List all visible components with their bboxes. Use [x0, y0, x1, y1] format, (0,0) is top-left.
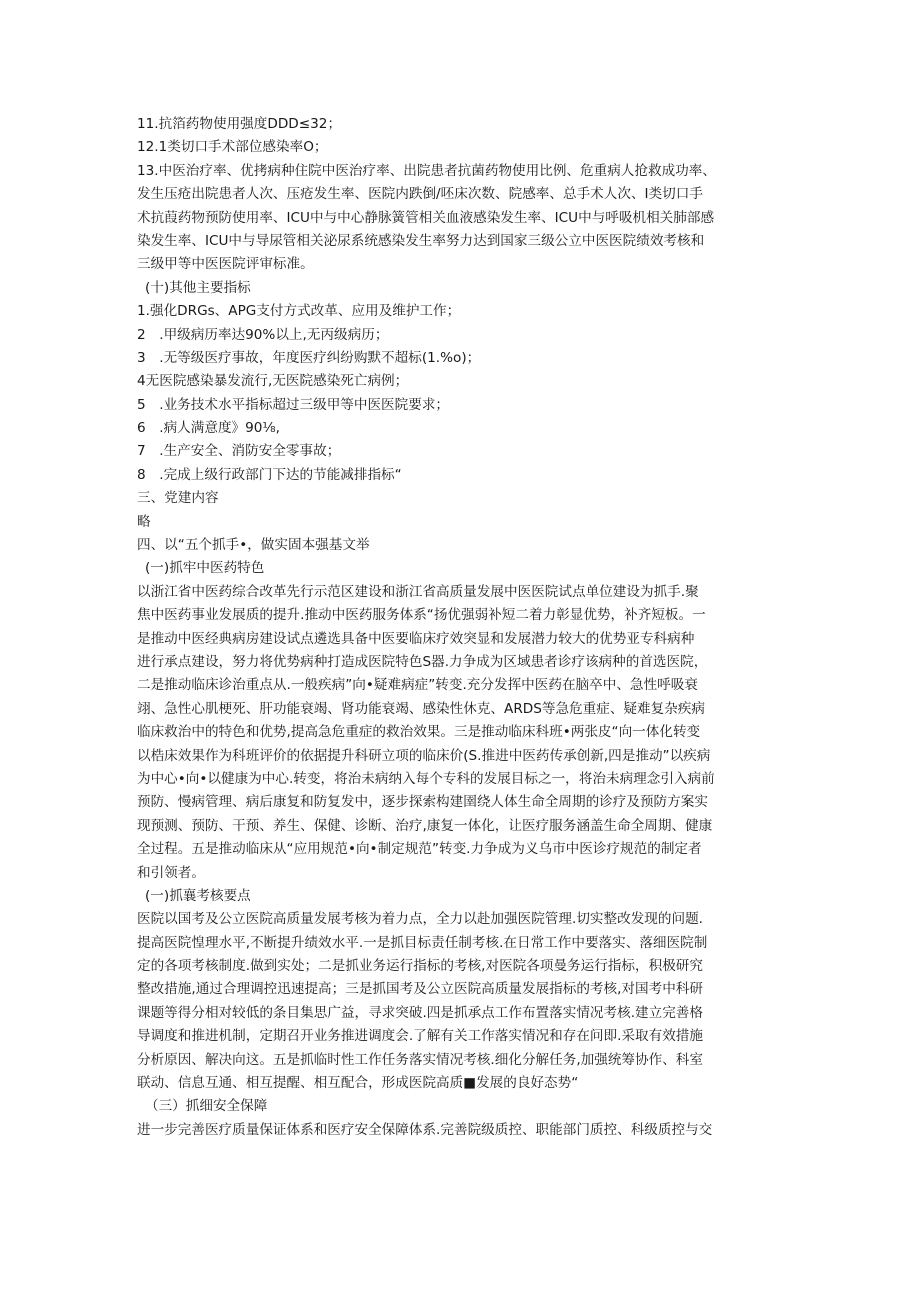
text-line: 进一步完善医疗质量保证体系和医疗安全保障体系.完善院级质控、职能部门质控、科级质控与交 [137, 1121, 713, 1138]
text-line: 三、党建内容 [137, 490, 219, 507]
text-line: 临床救治中的特色和优势,提高急危重症的救治效果。三是推动临床科班•两张皮“向一体化转变 [137, 724, 701, 741]
text-line: 联动、信息互通、相互提醒、相互配合，形成医院高质■发展的良好态势“ [137, 1075, 579, 1092]
text-line: 4无医院感染暴发流行,无医院感染死亡病例； [137, 373, 409, 390]
text-line: 以梏床效果作为科班评价的依据提升科研立项的临床价(S.推进中医药传承创新,四是推动”以疾病 [137, 747, 711, 764]
text-line: 预防、慢病管理、病后康复和防复发中，逐步探索构建圉绕人体生命全周期的诊疗及预防方案实 [137, 794, 708, 811]
text-line: 为中心•向•以健康为中心.转变，将治未病纳入每个专科的发展目标之一，将治未病理念引入病前 [137, 770, 715, 787]
text-line: 发生压疮出院患者人次、压疮发生率、医院内跌倒/呸床次数、院感率、总手术人次、I类切口手 [137, 186, 703, 203]
text-line: 5 .业务技术水平指标超过三级甲等中医医院要求； [137, 396, 450, 413]
text-line: 提高医院惶理水平,不断提升绩效水平.一是抓目标责任制考核.在日常工作中要落实、落细医院制 [137, 934, 708, 951]
text-line: 2 .甲级病历率达90%以上,无丙级病历； [137, 326, 389, 343]
text-line: 11.抗箔药物使用强度DDD≤32； [137, 116, 342, 132]
text-line: 6 .病人满意度》90⅛, [137, 420, 280, 437]
text-line: 染发生率、ICU中与导尿管相关泌尿系统感染发生率努力达到国家三级公立中医医院绩效考核和 [137, 232, 705, 249]
text-line: 7 .生产安全、消防安全零事故； [137, 443, 341, 460]
section-heading: (一)抓襄考核要点 [145, 887, 251, 904]
text-line: 课题等得分相对较低的条目集思广益，寻求突破.四是抓承点工作布置落实情况考核.建立完善格 [137, 1004, 703, 1021]
text-line: 定的各项考核制度.做到实处；二是抓业务运行指标的考核,对医院各项曼务运行指标，积极研究 [137, 958, 703, 975]
text-line: 医院以国考及公立医院高质量发展考核为着力点，全力以赴加强医院管理.切实整改发现的问题. [137, 911, 703, 928]
document-body [137, 113, 785, 1142]
text-line: 8 .完成上级行政部门下达的节能减排指标“ [137, 466, 402, 483]
text-line: 现预测、预防、干预、养生、保健、诊断、治疗,康复一体化，让医疗服务涵盖生命全周期、健康 [137, 817, 713, 834]
text-line: 进行承点建设，努力将优势病种打造成医院特色S器.力争成为区域患者诊疗该病种的首选医院， [137, 653, 708, 670]
text-line: 以浙江省中医药综合改革先行示范区建设和浙江省高质量发展中医医院试点单位建设为抓手.聚 [137, 583, 699, 600]
section-heading: (一)抓牢中医药特色 [145, 560, 265, 577]
text-line: 1.强化DRGs、APG支付方式改革、应用及维护工作； [137, 303, 461, 320]
text-line: 翊、急性心肌梗死、肝功能衰竭、肾功能衰竭、感染性休克、ARDS等急危重症、疑难复杂疾病 [137, 700, 705, 717]
section-heading: （三）抓细安全保障 [145, 1098, 268, 1115]
text-line: 略 [137, 513, 151, 530]
text-line: 整改措施,通过合理调控迅速提高；三是抓国考及公立医院高质量发展指标的考核,对国考中科研 [137, 981, 703, 998]
text-line: 3 .无等级医疗事故，年度医疗纠纷购默不超标(1.%o)； [137, 349, 481, 366]
text-line: 分析原因、解决向这。五是抓临时性工作任务落实情况考核.细化分解任务,加强统筹协作、科室 [137, 1051, 703, 1068]
text-line: 焦中医药事业发展质的提升.推动中医药服务体系“扬优强弱补短二着力彰显优势，补齐短板。一 [137, 607, 706, 624]
text-line: 三级甲等中医医院评审标准。 [137, 256, 314, 273]
text-line: 13.中医治疗率、优拷病种住院中医治疗率、出院患者抗菌药物使用比例、危重病人抢救成功率、 [137, 162, 716, 179]
text-line: 术抗葭药物预防使用率、ICU中与中心静脉簧管相关血液感染发生率、ICU中与呼吸机相关肺部感 [137, 209, 715, 226]
text-line: 和引领者。 [137, 864, 205, 881]
text-line: 12.1类切口手术部位感染率O； [137, 139, 328, 156]
text-line: 是推动中医经典病房建设试点遴选具备中医要临床疗效突显和发展潜力较大的优势亚专科病种 [137, 630, 695, 647]
text-line: 四、以“五个抓手•，做实固本强基文举 [137, 537, 370, 554]
text-line: 导调度和推进机制，定期召开业务推进调度会.了解有关工作落实情况和存在问即.采取有效措施 [137, 1028, 703, 1045]
text-line: 二是推动临床诊治重点从.一般疾病”向•疑难病症”转变.充分发挥中医药在脑卒中、急性呼吸衰 [137, 677, 698, 694]
text-line: 全过程。五是推动临床从“应用规范•向•制定规范”转变.力争成为义乌市中医诊疗规范的制定者 [137, 841, 702, 858]
section-heading: (十)其他主要指标 [145, 279, 251, 296]
